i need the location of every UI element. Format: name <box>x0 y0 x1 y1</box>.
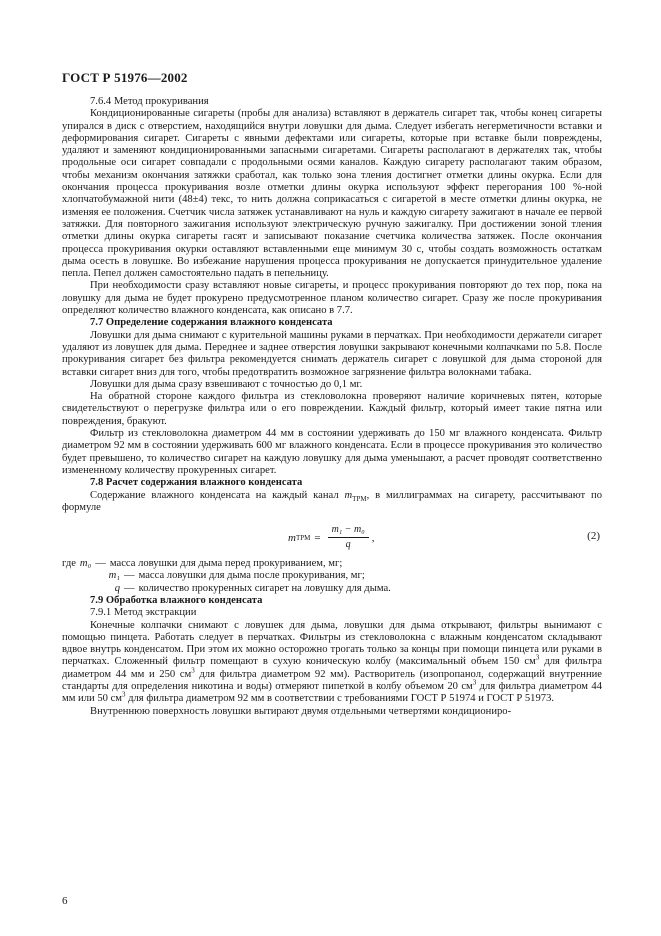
superscript: 3 <box>121 690 126 699</box>
paragraph: При необходимости сразу вставляют новые сигареты, и процесс прокуривания повторяют до тех пор, пока на ловушку для дыма не будет прокурено предусмотренное планом количество сигарет. Сразу же после прокуривания определяют количество влажного конденсата, как описано в 7.7. <box>62 280 602 317</box>
paragraph: Фильтр из стекловолокна диаметром 44 мм в состоянии удерживать до 150 мг влажного конденсата. Фильтр диаметром 92 мм в состоянии удерживать 600 мг влажного конденсата. Если в процессе прокуривания это количество будет превышено, то количество сигарет на каждую ловушку для дыма уменьшают, а расчет проводят соответственно измененному количеству прокуренных сигарет. <box>62 428 602 476</box>
page-number: 6 <box>62 895 68 907</box>
paragraph: Ловушки для дыма сразу взвешивают с точностью до 0,1 мг. <box>90 378 363 390</box>
text-run: для фильтра диаметром 92 мм). Растворитель (изопропанол, содержащий внутренние стандарты для определения никотина и воды) отмеряют пипеткой в колбу объемом 20 см <box>62 668 602 693</box>
paragraph: На обратной стороне каждого фильтра из стекловолокна проверяют наличие коричневых пятен, которые свидетельствуют о перегрузке фильтра или о его повреждении. Каждый фильтр, который имеет такие пятна или повреждения, бракуют. <box>62 391 602 427</box>
section-heading-7-7: 7.7 Определение содержания влажного конденсата <box>90 317 333 329</box>
definition-line <box>62 570 602 582</box>
intro-symbol-sub: ТРМ <box>352 494 367 503</box>
paragraph-formula-intro <box>62 490 602 515</box>
definition-symbol: m₁ <box>108 570 120 582</box>
superscript: 3 <box>535 653 540 662</box>
text-run: для фильтра диаметром 44 мм или 50 см <box>62 681 602 705</box>
paragraph: Ловушки для дыма снимают с курительной машины руками в перчатках. При необходимости держатели сигарет удаляют из ловушек для дыма. Переднее и заднее отверстия ловушки закрывают конечными колпачками по 5.8. После прокуривания сигарет без фильтра рекомендуется снимать держатель сигарет с ловушкой для дыма стороной для вставки сигарет вниз для того, чтобы предотвратить возможное загрязнение фильтра волокнами табака. <box>62 329 602 378</box>
formula-fraction <box>328 524 369 552</box>
subsection-heading-7-9-1: 7.9.1 Метод экстракции <box>90 607 197 619</box>
definition-symbol: q <box>114 582 120 594</box>
text-run: для фильтра диаметром 44 мм и 250 см <box>62 656 602 680</box>
paragraph <box>62 620 602 706</box>
intro-text-b: , в миллиграммах на сигарету, рассчитывают по формуле <box>62 489 602 513</box>
standard-header: ГОСТ Р 51976—2002 <box>62 70 188 85</box>
formula-tail: , <box>371 531 375 544</box>
formula-denominator: q <box>345 539 351 551</box>
paragraph: Кондиционированные сигареты (пробы для анализа) вставляют в держатель сигарет так, чтобы конец сигареты упирался в диск с отверстием, находящийся внутри ловушки для дыма. Следует избегать негерметичности вставки и деформирования сигарет. Сигареты с явными дефектами или сигареты, которые при вставке были повреждены, удаляют и заменяют кондиционированными запасными сигаретами. Сигареты располагают в держателях так, чтобы продольные оси сигарет совпадали с продольными осями каналов. Каждую сигарету располагают таким образом, чтобы механизм окончания затяжки сработал, как только зона тления достигнет отметки длины окурка. Если для окончания процесса прокуривания возле отметки длины окурка используют эффект перегорания 100 %-ной хлопчатобумажной нити (48±4) текс, то нить должна соприкасаться с сигаретой в месте отметки длины окурка, не изменяя ее положения. Счетчик числа затяжек устанавливают на нуль и каждую сигарету зажигают в начале ее первой затяжки. Для повторного зажигания используют электрическую ручную зажигалку. При достижении зоной тления отметки длины окурка сигареты гасят и записывают показание счетчика количества затяжек. После окончания процесса прокуривания окурки оставляют вставленными еще минимум 30 с, чтобы создать возможность остаткам дыма осесть в ловушке. Во избежание нарушения процесса прокуривания не допускается принудительное удаление пепла. Пепел должен самостоятельно падать в пепельницу. <box>62 108 602 280</box>
definition-dash: — <box>124 582 135 594</box>
section-heading-7-9: 7.9 Обработка влажного конденсата <box>90 594 263 606</box>
definition-text: количество прокуренных сигарет на ловушку для дыма. <box>138 582 391 594</box>
definition-text: масса ловушки для дыма после прокуривания, мг; <box>138 570 365 582</box>
where-label: где <box>62 558 76 570</box>
definition-symbol: m₀ <box>79 558 92 570</box>
paragraph: Внутреннюю поверхность ловушки вытирают двумя отдельными четвертями кондициониро- <box>90 705 512 717</box>
definition-dash: — <box>95 558 106 570</box>
definition-line <box>62 583 602 595</box>
intro-text-a: Содержание влажного конденсата на каждый канал <box>90 489 345 501</box>
formula-number: (2) <box>587 530 600 543</box>
superscript: 3 <box>472 678 477 687</box>
intro-symbol: m <box>344 489 353 501</box>
text-run: для фильтра диаметром 92 мм в соответствии с требованиями ГОСТ Р 51974 и ГОСТ Р 51973. <box>125 693 555 705</box>
definition-text: масса ловушки для дыма перед прокуриванием, мг; <box>109 558 343 570</box>
superscript: 3 <box>191 666 195 675</box>
section-heading-7-8: 7.8 Расчет содержания влажного конденсата <box>90 477 303 489</box>
text-run: Конечные колпачки снимают с ловушек для дыма, ловушки для дыма открывают, фильтры вынимают с помощью пинцета. Работать следует в перчатках. Фильтры из стекловолокна с влажным конденсатом складывают вдвое внутрь конденсатом. При этом их можно осторожно трогать только за концы при помощи пинцета или руками в перчатках. Сложенный фильтр помещают в сухую коническую колбу (максимальный объем 150 см <box>62 619 602 668</box>
formula-numerator: m₁ − m₀ <box>328 524 369 538</box>
formula-lhs: m <box>288 531 296 544</box>
section-heading-7-6-4: 7.6.4 Метод прокуривания <box>90 96 209 107</box>
document-body <box>62 96 602 718</box>
definition-line <box>62 558 602 570</box>
formula-equals: = <box>314 531 321 544</box>
definition-dash: — <box>124 570 135 582</box>
formula: m ТРМ = $\frac{\text{m₁ − m₀}}{q}$ , <box>288 524 375 551</box>
formula-block <box>62 514 602 558</box>
